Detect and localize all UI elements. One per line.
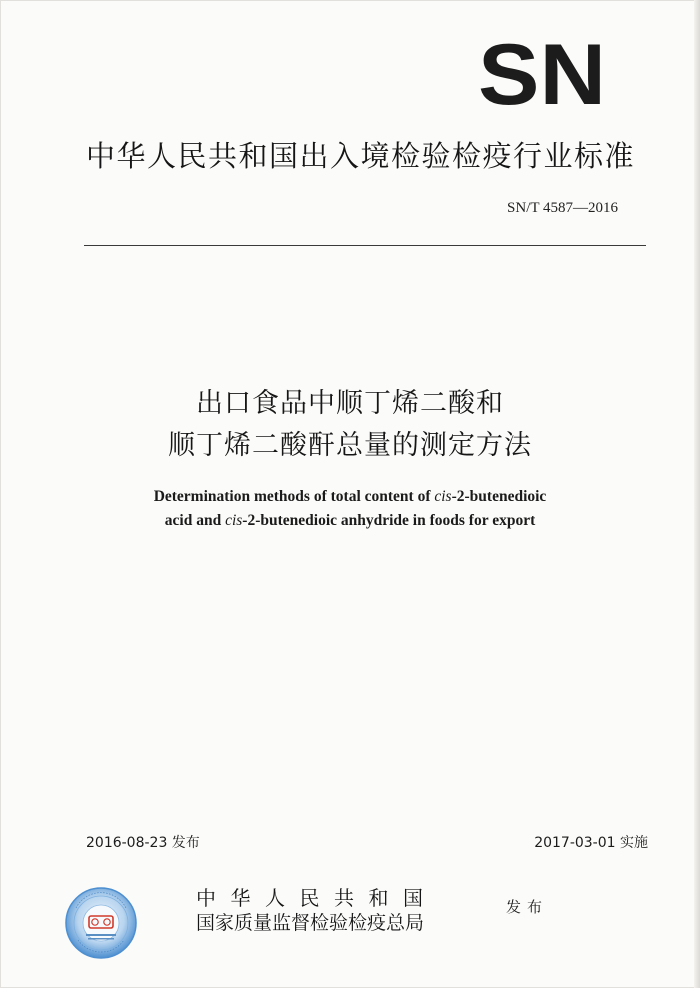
english-title-line-1-part-a: Determination methods of total content of <box>153 488 435 505</box>
industry-standard-title: 中华人民共和国出入境检验检疫行业标准 <box>86 139 636 173</box>
chinese-title-line-1: 出口食品中顺丁烯二酸和 <box>196 388 504 419</box>
publish-label: 发布 <box>506 898 549 916</box>
english-title-line-1-part-b: -2-butenedioic <box>451 488 547 505</box>
english-title-line-1 <box>0 485 700 509</box>
anti-counterfeit-seal <box>64 886 138 960</box>
english-title-line-2 <box>0 509 700 533</box>
standard-number: SN/T 4587—2016 <box>507 200 618 216</box>
issue-date: 2016-08-23 发布 <box>86 835 200 851</box>
issuer-agency: 国家质量监督检验检疫总局 <box>196 912 425 934</box>
issuing-authority <box>196 886 496 936</box>
sn-logo <box>476 36 608 108</box>
page-edge-shadow <box>694 0 700 988</box>
logo-text: SN <box>478 36 606 108</box>
implementation-date: 2017-03-01 实施 <box>534 835 648 851</box>
header-divider <box>84 245 646 246</box>
english-title-line-2-part-a: acid and <box>164 512 226 529</box>
english-title-line-1-italic: cis <box>434 488 452 505</box>
chinese-title <box>0 383 700 467</box>
sn-logo-icon <box>476 36 608 108</box>
chinese-title-line-2: 顺丁烯二酸酐总量的测定方法 <box>168 430 532 461</box>
issuer-country: 中华人民共和国 <box>196 886 438 910</box>
seal-icon <box>64 886 138 960</box>
english-title <box>0 485 700 533</box>
english-title-line-2-part-b: -2-butenedioic anhydride in foods for export <box>242 512 536 529</box>
english-title-line-2-italic: cis <box>225 512 243 529</box>
